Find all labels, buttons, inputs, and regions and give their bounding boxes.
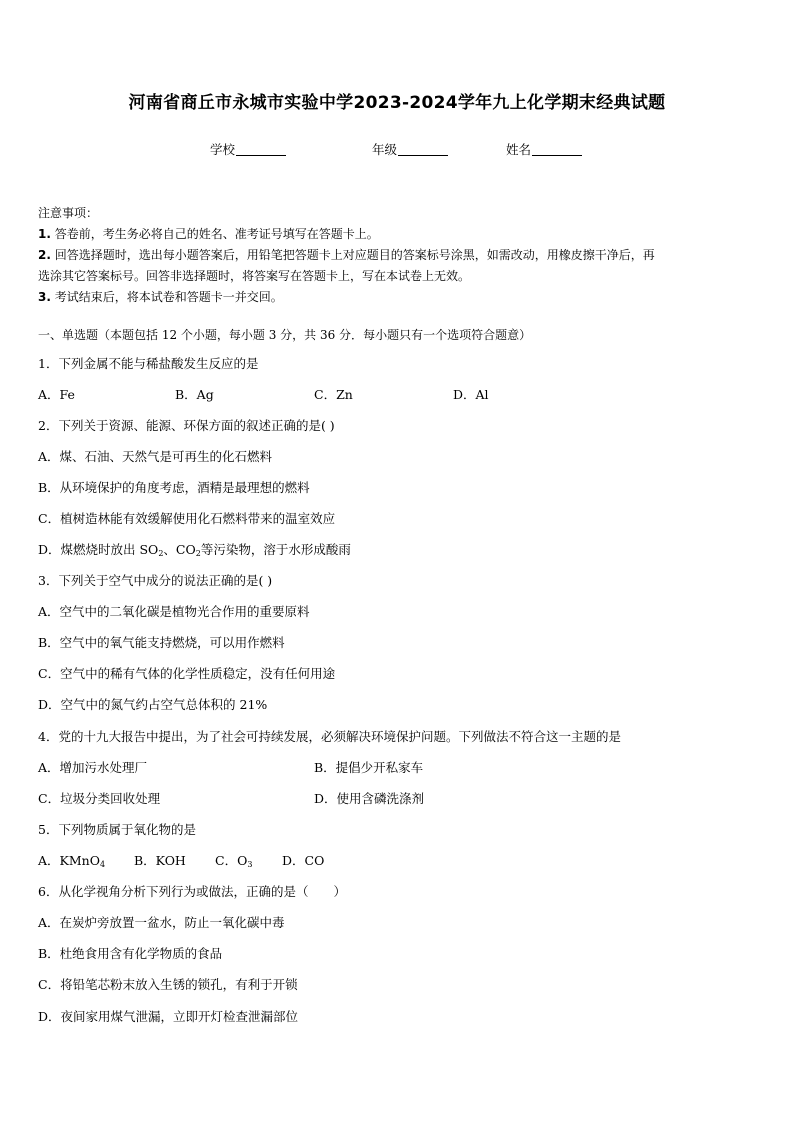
option-d: D．煤燃烧时放出 $SO_2$、$CO_2$等污染物，溶于水形成酸雨 — [38, 542, 351, 558]
option-d: D．夜间家用煤气泄漏，立即开灯检查泄漏部位 — [38, 1009, 299, 1024]
option-a: A．KMnO$_4$ — [38, 853, 106, 869]
option-d: D．使用含磷洗涤剂 — [314, 791, 425, 806]
option-d: D．空气中的氮气约占空气总体积的 21% — [38, 697, 268, 712]
option-b: B．从环境保护的角度考虑，酒精是最理想的燃料 — [38, 480, 310, 495]
student-info-row — [0, 140, 794, 160]
option-a: A．增加污水处理厂 — [38, 760, 148, 775]
option-a: A．Fe — [38, 387, 75, 402]
note-item: 1. 答卷前，考生务必将自己的姓名、准考证号填写在答题卡上。 — [38, 227, 379, 241]
option-a: A．煤、石油、天然气是可再生的化石燃料 — [38, 449, 273, 464]
option-c: C．垃圾分类回收处理 — [38, 791, 161, 806]
question-stem: 5．下列物质属于氧化物的是 — [38, 822, 196, 837]
grade-field[interactable] — [372, 140, 448, 158]
notes-heading: 注意事项： — [38, 206, 99, 220]
notes-block — [38, 203, 758, 308]
school-field[interactable] — [210, 140, 286, 158]
note-item: 2. 回答选择题时，选出每小题答案后，用铅笔把答题卡上对应题目的答案标号涂黑，如需改动，用橡皮擦干净后，再 — [38, 248, 655, 262]
section-heading: 一、单选题（本题包括 12 个小题，每小题 3 分，共 36 分．每小题只有一个选项符合题意） — [38, 328, 532, 342]
option-c: C．Zn — [314, 387, 353, 402]
option-d: D．Al — [453, 387, 489, 402]
grade-label: 年级 — [372, 142, 398, 157]
grade-blank[interactable] — [398, 143, 448, 156]
option-c: C．植树造林能有效缓解使用化石燃料带来的温室效应 — [38, 511, 336, 526]
note-item-continued: 选涂其它答案标号。回答非选择题时，将答案写在答题卡上，写在本试卷上无效。 — [38, 269, 471, 283]
option-d: D．CO — [282, 853, 325, 868]
option-c: C．$O_3$ — [215, 853, 253, 869]
option-b: B．提倡少开私家车 — [314, 760, 424, 775]
option-c: C．空气中的稀有气体的化学性质稳定，没有任何用途 — [38, 666, 336, 681]
school-label: 学校 — [210, 142, 236, 157]
option-a: A．空气中的二氧化碳是植物光合作用的重要原料 — [38, 604, 310, 619]
option-b: B．Ag — [175, 387, 214, 402]
option-a: A．在炭炉旁放置一盆水，防止一氧化碳中毒 — [38, 915, 285, 930]
option-b: B．杜绝食用含有化学物质的食品 — [38, 946, 223, 961]
note-item: 3. 考试结束后，将本试卷和答题卡一并交回。 — [38, 290, 283, 304]
name-blank[interactable] — [532, 143, 582, 156]
question-stem: 3．下列关于空气中成分的说法正确的是( ) — [38, 573, 273, 588]
option-b: B．KOH — [134, 853, 186, 868]
question-stem: 4．党的十九大报告中提出，为了社会可持续发展，必须解决环境保护问题。下列做法不符合这一主题的是 — [38, 729, 621, 744]
name-field[interactable] — [506, 140, 582, 158]
option-b: B．空气中的氧气能支持燃烧，可以用作燃料 — [38, 635, 285, 650]
school-blank[interactable] — [236, 143, 286, 156]
option-c: C．将铅笔芯粉末放入生锈的锁孔，有利于开锁 — [38, 977, 298, 992]
question-stem: 6．从化学视角分析下列行为或做法，正确的是（ ） — [38, 884, 346, 899]
name-label: 姓名 — [506, 142, 532, 157]
question-stem: 1．下列金属不能与稀盐酸发生反应的是 — [38, 356, 259, 371]
question-stem: 2．下列关于资源、能源、环保方面的叙述正确的是( ) — [38, 418, 335, 433]
exam-title: 河南省商丘市永城市实验中学2023-2024学年九上化学期末经典试题 — [128, 93, 666, 113]
